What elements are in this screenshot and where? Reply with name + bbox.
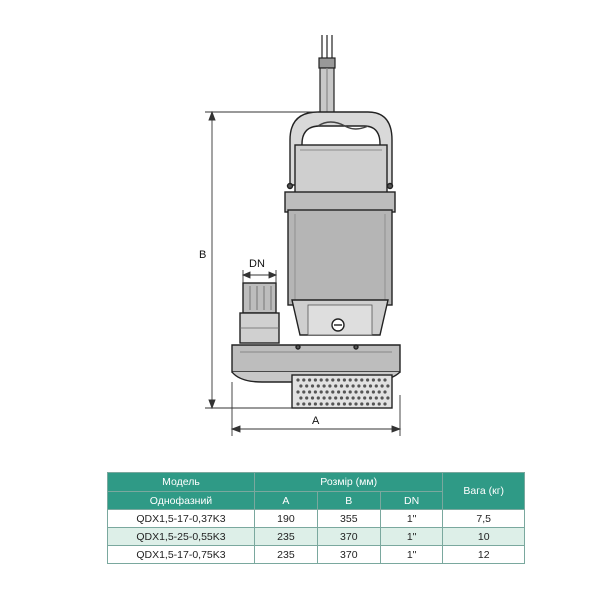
strainer-hole <box>328 396 331 399</box>
dimension-a-label: A <box>312 415 320 427</box>
col-model-header: Модель <box>108 473 255 492</box>
strainer-hole <box>354 390 357 393</box>
strainer-hole <box>325 378 328 381</box>
strainer-hole <box>331 378 334 381</box>
strainer-hole <box>352 396 355 399</box>
strainer-hole <box>314 378 317 381</box>
cell-b: 370 <box>317 528 380 546</box>
strainer-hole <box>372 378 375 381</box>
cell-b: 355 <box>317 510 380 528</box>
strainer-hole <box>375 396 378 399</box>
strainer-hole <box>381 384 384 387</box>
strainer-hole <box>311 396 314 399</box>
col-weight-header: Вага (кг) <box>443 473 525 510</box>
strainer-hole <box>369 384 372 387</box>
strainer-hole <box>366 402 369 405</box>
cell-a: 190 <box>254 510 317 528</box>
strainer-hole <box>311 384 314 387</box>
strainer-hole <box>323 396 326 399</box>
strainer-hole <box>337 402 340 405</box>
cell-model: QDX1,5-25-0,55K3 <box>108 528 255 546</box>
strainer-hole <box>299 384 302 387</box>
strainer-hole <box>360 378 363 381</box>
strainer-hole <box>314 402 317 405</box>
strainer-hole <box>302 402 305 405</box>
cell-weight: 12 <box>443 546 525 564</box>
col-dn-header: DN <box>380 492 443 510</box>
strainer-hole <box>317 384 320 387</box>
strainer-hole <box>317 396 320 399</box>
strainer-hole <box>334 396 337 399</box>
col-phase-header: Однофазний <box>108 492 255 510</box>
strainer-hole <box>383 402 386 405</box>
dimension-b-label: B <box>199 249 207 261</box>
strainer-hole <box>308 390 311 393</box>
strainer-hole <box>320 402 323 405</box>
table-row <box>108 528 525 546</box>
dimension-dn-line <box>243 270 276 283</box>
strainer-hole <box>381 396 384 399</box>
strainer-hole <box>360 390 363 393</box>
strainer-hole <box>325 402 328 405</box>
strainer-hole <box>299 396 302 399</box>
strainer-hole <box>354 402 357 405</box>
strainer-hole <box>308 402 311 405</box>
strainer-hole <box>346 396 349 399</box>
strainer-hole <box>328 384 331 387</box>
strainer-hole <box>360 402 363 405</box>
strainer-hole <box>343 378 346 381</box>
cell-weight: 7,5 <box>443 510 525 528</box>
strainer-hole <box>352 384 355 387</box>
strainer-hole <box>305 384 308 387</box>
strainer-hole <box>343 402 346 405</box>
strainer-hole <box>372 402 375 405</box>
strainer-hole <box>331 402 334 405</box>
strainer-hole <box>383 378 386 381</box>
strainer-hole <box>296 378 299 381</box>
strainer-hole <box>296 402 299 405</box>
strainer-hole <box>331 390 334 393</box>
strainer-hole <box>334 384 337 387</box>
discharge-outlet <box>240 283 279 343</box>
cell-model: QDX1,5-17-0,75K3 <box>108 546 255 564</box>
strainer-hole <box>357 396 360 399</box>
table-row <box>108 510 525 528</box>
cell-model: QDX1,5-17-0,37K3 <box>108 510 255 528</box>
strainer-hole <box>320 390 323 393</box>
cell-b: 370 <box>317 546 380 564</box>
strainer-hole <box>386 384 389 387</box>
strainer-hole <box>349 378 352 381</box>
table-header-row <box>108 473 525 492</box>
strainer-hole <box>346 384 349 387</box>
strainer-hole <box>372 390 375 393</box>
strainer-hole <box>337 378 340 381</box>
motor-housing <box>285 145 395 335</box>
strainer-hole <box>349 402 352 405</box>
col-a-header: A <box>254 492 317 510</box>
cell-weight: 10 <box>443 528 525 546</box>
col-b-header: B <box>317 492 380 510</box>
strainer-hole <box>325 390 328 393</box>
cell-dn: 1" <box>380 528 443 546</box>
strainer-hole <box>363 384 366 387</box>
strainer-hole <box>363 396 366 399</box>
strainer-hole <box>386 396 389 399</box>
cell-dn: 1" <box>380 510 443 528</box>
strainer-hole <box>378 378 381 381</box>
strainer-hole <box>308 378 311 381</box>
strainer-hole <box>383 390 386 393</box>
strainer-hole <box>349 390 352 393</box>
spec-table <box>107 472 525 564</box>
strainer-hole <box>378 402 381 405</box>
strainer-hole <box>366 378 369 381</box>
table-row <box>108 546 525 564</box>
strainer-hole <box>375 384 378 387</box>
strainer-hole <box>378 390 381 393</box>
suction-strainer <box>292 375 392 408</box>
strainer-hole <box>302 378 305 381</box>
strainer-hole <box>314 390 317 393</box>
strainer-hole <box>323 384 326 387</box>
cell-dn: 1" <box>380 546 443 564</box>
strainer-hole <box>320 378 323 381</box>
strainer-hole <box>343 390 346 393</box>
cell-a: 235 <box>254 528 317 546</box>
strainer-hole <box>366 390 369 393</box>
strainer-hole <box>340 396 343 399</box>
dimension-dn-label: DN <box>249 258 265 270</box>
col-size-header: Розмір (мм) <box>254 473 443 492</box>
strainer-hole <box>337 390 340 393</box>
cell-a: 235 <box>254 546 317 564</box>
strainer-hole <box>340 384 343 387</box>
strainer-hole <box>357 384 360 387</box>
strainer-hole <box>369 396 372 399</box>
power-cable <box>319 35 335 123</box>
strainer-hole <box>296 390 299 393</box>
strainer-hole <box>354 378 357 381</box>
strainer-hole <box>302 390 305 393</box>
strainer-hole <box>305 396 308 399</box>
